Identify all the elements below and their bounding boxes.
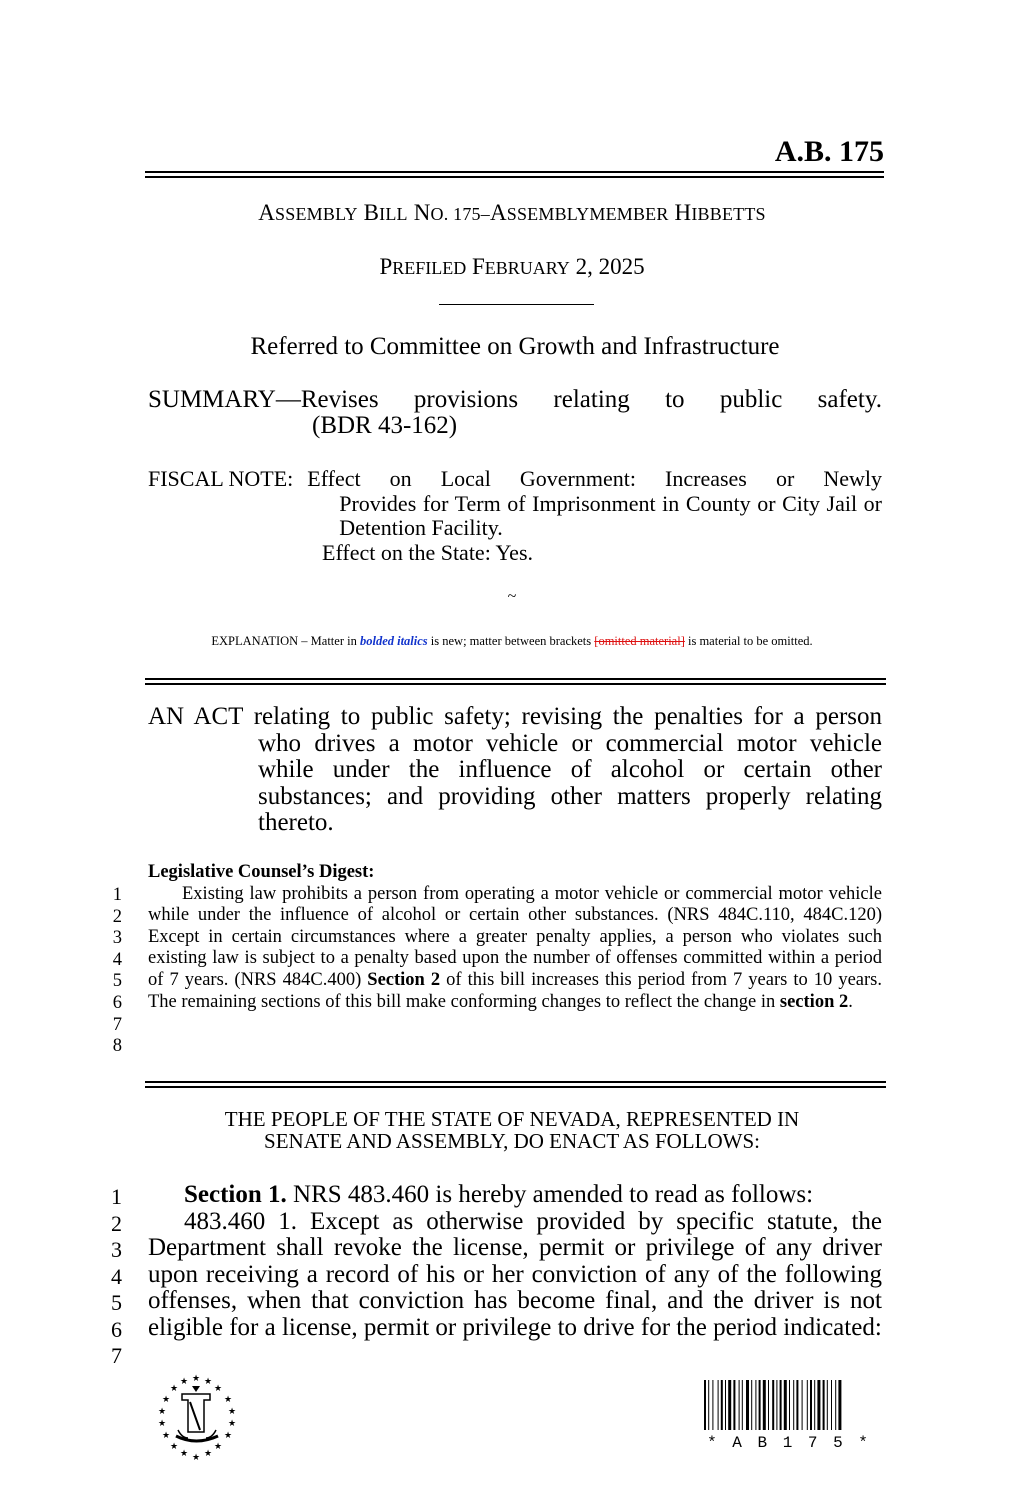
barcode-bar <box>838 1380 841 1430</box>
digest-line-numbers: 1 2 3 4 5 6 7 8 <box>112 885 122 1057</box>
svg-text:★: ★ <box>192 1453 201 1462</box>
barcode-bar <box>802 1380 803 1430</box>
barcode-bar <box>721 1380 723 1430</box>
barcode-bar <box>739 1380 740 1430</box>
barcode-bar <box>725 1380 726 1430</box>
prefiled-date: PREFILED FEBRUARY 2, 2025 <box>379 254 645 279</box>
explanation-rule-bottom <box>145 683 886 685</box>
barcode-bar <box>817 1380 820 1430</box>
barcode-bar <box>755 1380 756 1430</box>
summary: SUMMARY—Revises provisions relating to public safety. (BDR 43-162) <box>148 386 882 439</box>
barcode-bar <box>780 1380 782 1430</box>
section-line-numbers: 1 2 3 4 5 6 7 <box>111 1184 122 1368</box>
act-title: AN ACT relating to public safety; revising the penalties for a person who drives a motor vehicle or commercial motor vehicle while under the influence of alcohol or certain other substances; and providing other matters properly relating thereto. <box>148 703 882 836</box>
barcode-bar <box>742 1380 743 1430</box>
barcode-caption: * A B 1 7 5 * <box>707 1434 871 1452</box>
svg-text:★: ★ <box>214 1442 223 1452</box>
bill-number: A.B. 175 <box>774 135 884 168</box>
prefile-rule <box>439 304 594 305</box>
barcode-bar <box>814 1380 815 1430</box>
svg-text:★: ★ <box>192 1374 201 1384</box>
barcode-bar <box>704 1380 706 1430</box>
barcode <box>703 1380 875 1430</box>
svg-text:★: ★ <box>204 1449 213 1459</box>
svg-text:★: ★ <box>158 1407 167 1417</box>
header-rule-top <box>145 171 884 173</box>
legislative-digest: Legislative Counsel’s Digest: Existing law prohibits a person from operating a motor vehicle or commercial motor vehicle while under the influence of alcohol or certain other substances. (NRS 484C.110, 484C.120) Except in certain circumstances where a greater penalty applies, a person who violates such existing law is subject to a penalty based upon the number of offenses committed within a period of 7 years. (NRS 484C.400) Section 2 of this bill increases this period from 7 years to 10 years. The remaining sections of this bill make conforming changes to reflect the change in section 2. <box>148 862 882 1012</box>
svg-text:★: ★ <box>158 1419 167 1429</box>
barcode-bar <box>796 1380 798 1430</box>
barcode-bar <box>807 1380 808 1430</box>
state-seal-icon <box>152 1372 242 1462</box>
explanation-rule-top <box>145 678 886 680</box>
barcode-bar <box>789 1380 790 1430</box>
barcode-bar <box>772 1380 774 1430</box>
barcode-bar <box>733 1380 735 1430</box>
svg-text:★: ★ <box>224 1395 233 1405</box>
barcode-bar <box>751 1380 752 1430</box>
barcode-bar <box>776 1380 777 1430</box>
header-rule-bottom <box>145 176 884 178</box>
bill-title: ASSEMBLY BILL NO. 175–ASSEMBLYMEMBER HIBBETTS <box>258 200 766 225</box>
digest-rule-top <box>145 1081 886 1083</box>
barcode-bar <box>768 1380 769 1430</box>
svg-text:★: ★ <box>204 1377 213 1387</box>
barcode-bar <box>784 1380 787 1430</box>
referral: Referred to Committee on Growth and Infrastructure <box>250 333 780 360</box>
barcode-bar <box>810 1380 812 1430</box>
barcode-bar <box>728 1380 731 1430</box>
svg-text:★: ★ <box>162 1395 171 1405</box>
section-heading: Section 1. <box>184 1181 287 1208</box>
section-1: Section 1. NRS 483.460 is hereby amended to read as follows: 483.460 1. Except as otherwise provided by specific statute, the Department shall revoke the license, permit or privilege of any driver upon receiving a record of his or her conviction of any of the following offenses, when that conviction has become final, and the driver is not eligible for a license, permit or privilege to drive for the period indicated: <box>148 1181 882 1341</box>
digest-heading: Legislative Counsel’s Digest: <box>148 862 375 882</box>
barcode-bar <box>763 1380 766 1430</box>
barcode-bar <box>793 1380 794 1430</box>
barcode-bar <box>718 1380 719 1430</box>
svg-text:★: ★ <box>180 1377 189 1387</box>
svg-text:★: ★ <box>162 1431 171 1441</box>
barcode-bar <box>759 1380 761 1430</box>
enacting-clause: THE PEOPLE OF THE STATE OF NEVADA, REPRESENTED IN SENATE AND ASSEMBLY, DO ENACT AS FOLLOWS: <box>224 1107 800 1153</box>
svg-text:★: ★ <box>228 1407 237 1417</box>
barcode-bar <box>827 1380 828 1430</box>
barcode-bar <box>831 1380 832 1430</box>
svg-text:★: ★ <box>180 1449 189 1459</box>
explanation: EXPLANATION – Matter in bolded italics is new; matter between brackets [omitted material] is material to be omitted. <box>211 634 813 648</box>
tilde-separator: ~ <box>507 588 517 605</box>
svg-text:★: ★ <box>170 1384 179 1394</box>
svg-text:★: ★ <box>224 1431 233 1441</box>
svg-text:★: ★ <box>214 1384 223 1394</box>
barcode-bar <box>823 1380 825 1430</box>
digest-rule-bottom <box>145 1086 886 1088</box>
barcode-bar <box>835 1380 836 1430</box>
barcode-bar <box>712 1380 713 1430</box>
bdr-number: (BDR 43-162) <box>312 412 458 439</box>
barcode-bar <box>746 1380 749 1430</box>
fiscal-note: FISCAL NOTE: Effect on Local Government: Increases or Newly Provides for Term of Imprisonment in County or City Jail or Detention Facility. Effect on the State: Yes. <box>148 466 882 565</box>
svg-text:★: ★ <box>228 1419 237 1429</box>
barcode-bar <box>708 1380 709 1430</box>
svg-text:★: ★ <box>170 1442 179 1452</box>
